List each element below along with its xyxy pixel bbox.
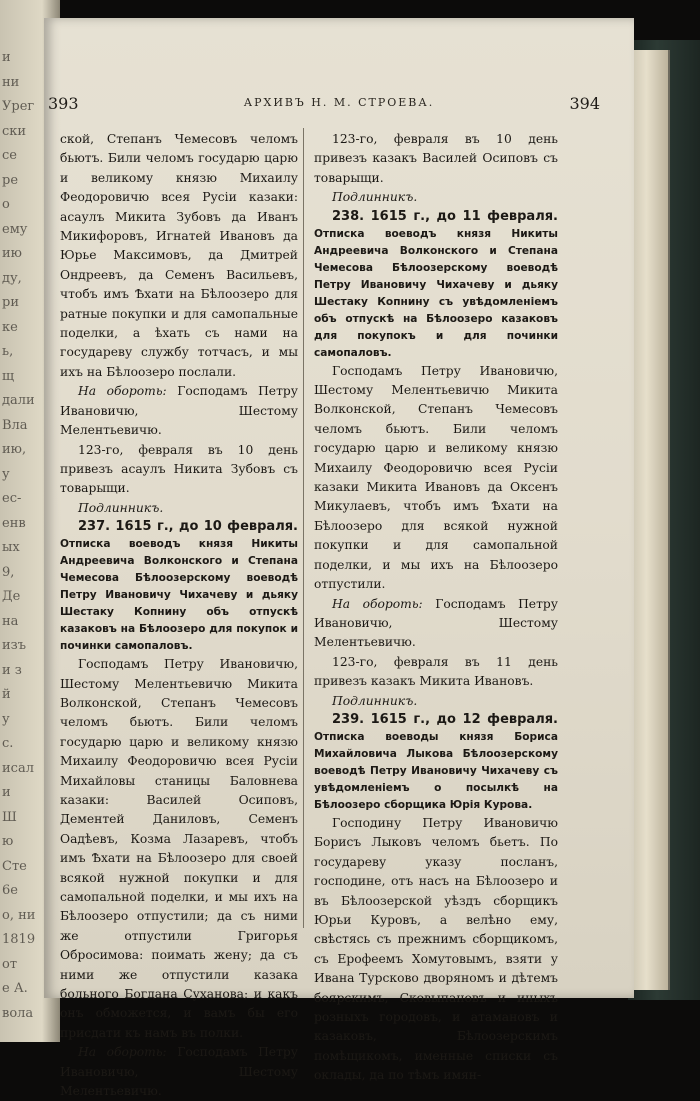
paragraph: 123-го, февраля въ 10 день привезъ асаулъ Никита Зубовъ съ товарыщи. [60,442,298,496]
previous-page-text-fragment: ему [2,221,28,237]
previous-page-text-fragment: ски [2,123,27,139]
previous-page-text-fragment: и з [2,662,22,678]
previous-page-text-fragment: Де [2,589,21,604]
document-number: 239. 1615 г., до 12 февраля. [332,711,558,727]
previous-page-text-fragment: ке [2,319,18,335]
paragraph-text: Господамъ Петру Ивановичю, Шестому Мелентьевичю. [314,596,558,650]
source-note: Подлинникъ. [332,190,418,205]
previous-page-text-fragment: ю [2,834,14,849]
previous-page-text-fragment: с. [2,736,14,751]
note-label: На обороть: [332,596,423,611]
previous-page-text-fragment: щ [2,368,15,384]
previous-page-text-fragment: о [2,197,10,212]
previous-page-text-fragment: 1819 [2,932,36,947]
note-label: На обороть: [78,1045,167,1060]
previous-page-text-fragment: 9, [2,564,15,580]
previous-page-text-fragment: ию [2,246,22,261]
page-header [44,94,634,114]
document-number: 237. 1615 г., до 10 февраля. [78,519,298,535]
previous-page-text-fragment: Вла [2,417,28,433]
previous-page-text-fragment: ду, [2,270,22,286]
previous-page-text-fragment: ию, [2,442,27,457]
document-summary: Отписка воеводъ князя Никиты Андреевича Волконского и Степана Чемесова Бѣлоозерскому воеводѣ Петру Ивановичу Чихачеву и дьяку Шестаку Копнину съ увѣдомленiемъ объ отпускѣ на Бѣлоозеро казаковъ для покупокъ и для починки самопаловъ. [314,227,558,359]
paragraph [314,595,558,653]
previous-page-text-fragment: изъ [2,638,27,653]
paragraph [60,1043,298,1101]
document-heading [314,711,558,814]
previous-page-text-fragment: ес- [2,491,22,506]
paragraph: Господамъ Петру Ивановичю, Шестому Мелентьевичю Микита Волконской, Степанъ Чемесовъ челомъ бьютъ. Били челомъ государю царю и великому князю Михаилу Феодоровичю всея Русiи казаки Микита Ивановъ да Оксенъ Микулаевъ, чтобъ имъ Ѣхати на Бѣлоозеро для всякой нужной покупки и для самопальной поделки, и мы ихъ на Бѣлоозеро отпустили. [314,363,558,592]
note-label: На обороть: [78,384,167,399]
previous-page-text-fragment: се [2,148,17,163]
previous-page-text-fragment: й [2,687,11,702]
text-column-left [60,130,298,1099]
paragraph: Господамъ Петру Ивановичю, Шестому Мелентьевичю Микита Волконской, Степанъ Чемесовъ челомъ бьютъ. Били челомъ государю царю и великому князю Михаилу Феодоровичю всея Русiи Михайловы станицы Баловнева казаки: Василей Осиповъ, Дементей Даниловъ, Семенъ Оадѣевъ, Козма Лазаревъ, чтобъ имъ Ѣхати на Бѣлоозеро для своей всякой нужной покупки и для самопальной поделки, и мы ихъ на Бѣлоозеро отпустили; да съ ними же отпустили Григорья Обросимова: поимать жену; да съ ними же отпустили казака больного Богдана Суханова; и какъ онъ обможется, и вамъ бы его присдати къ намъ въ полки. [60,657,298,1040]
previous-page-text-fragment: на [2,613,19,629]
previous-page-text-fragment: е А. [2,981,28,996]
paragraph [60,382,298,440]
document-number: 238. 1615 г., до 11 февраля. [332,208,558,224]
running-title: АРХИВЪ Н. М. СТРОЕВА. [243,96,435,109]
previous-page-text-fragment: Ш [2,809,17,825]
paragraph: 123-го, февраля въ 10 день привезъ казакъ Василей Осиповъ съ товарыщи. [314,132,558,185]
previous-page-text-fragment: и [2,785,11,800]
previous-page-text-fragment: от [2,956,18,972]
previous-page-text-fragment: ни [2,74,20,90]
previous-page-text-fragment: вола [2,1005,34,1021]
previous-page-text-fragment: у [2,466,10,482]
document-summary: Отписка воеводы князя Бориса Михайловича Лыкова Бѣлоозерскому воеводѣ Петру Ивановичу Чихачеву съ увѣдомленiемъ о посылкѣ на Бѣлоозеро сборщика Юрія Курова. [314,730,558,811]
paragraph: 123-го, февраля въ 11 день привезъ казакъ Микита Ивановъ. [314,654,558,689]
previous-page-text-fragment: 6е [2,883,18,898]
page-number-right: 394 [569,94,600,113]
previous-page-text-fragment: ре [2,172,19,188]
previous-page-text-fragment: енв [2,515,26,531]
source-note: Подлинникъ. [78,500,164,515]
previous-page-text-fragment: и [2,50,11,65]
book-page [44,18,634,1099]
previous-page-text-fragment: у [2,711,10,727]
paragraph-text: Господамъ Петру Ивановичю, Шестому Мелентьевичю. [60,1045,298,1099]
previous-page-text-fragment: ых [2,540,20,555]
previous-page-text-fragment: исал [2,760,34,776]
previous-page-text-fragment: дали [2,393,35,408]
document-heading [314,208,558,362]
source-note: Подлинникъ. [332,693,418,708]
page-number-left: 393 [48,94,79,113]
paragraph-text: Господамъ Петру Ивановичю, Шестому Мелентьевичю. [60,384,298,438]
previous-page-text-fragment: Сте [2,858,27,874]
previous-page-text-fragment: ри [2,295,19,310]
previous-page-text-fragment: Урег [2,99,35,114]
document-summary: Отписка воеводъ князя Никиты Андреевича Волконского и Степана Чемесова Бѣлоозерскому воеводѣ Петру Ивановичу Чихачеву и дьяку Шестаку Копнину объ отпускѣ казаковъ на Бѣлоозеро для покупок и починки самопаловъ. [60,538,298,653]
previous-page-text-fragment: ь, [2,344,14,359]
paragraph: Господину Петру Ивановичю Борисъ Лыковъ челомъ бьетъ. По государеву указу посланъ, господине, отъ насъ на Бѣлоозеро и въ Бѣлоозерской уѣздъ сборщикъ Юрьи Куровъ, а велѣно ему, свѣстясь съ прежнимъ сборщикомъ, съ Ерофеемъ Хомутовымъ, взяти у Ивана Турсково дворяномъ и дѣтемъ боярскимъ, Сковыпановъ и иныхъ розныхъ городовъ, и атамановъ и казаковъ, Бѣлоозерскимъ помѣщикомъ, именные списки съ оклады, да по тѣмъ имян- [314,815,558,1083]
document-heading [60,518,298,655]
paragraph: ской, Степанъ Чемесовъ челомъ бьютъ. Били челомъ государю царю и великому князю Михаилу Феодоровичю всея Русiи казаки: асаулъ Микита Зубовъ да Иванъ Микифоровъ, Игнатей Ивановъ да Юрье Максимовъ, да Дмитрей Ондреевъ, да Семенъ Васильевъ, чтобъ имъ Ѣхати на Бѣлоозеро для ратные покупки и для самопальные поделки, а ѣхать съ нами на государеву службу тотчасъ, и мы ихъ на Бѣлоозеро послали. [60,132,298,379]
text-column-right [314,130,558,1083]
previous-page-text-fragment: о, ни [2,907,36,923]
column-divider [303,128,304,928]
page-block-edge [632,50,670,990]
